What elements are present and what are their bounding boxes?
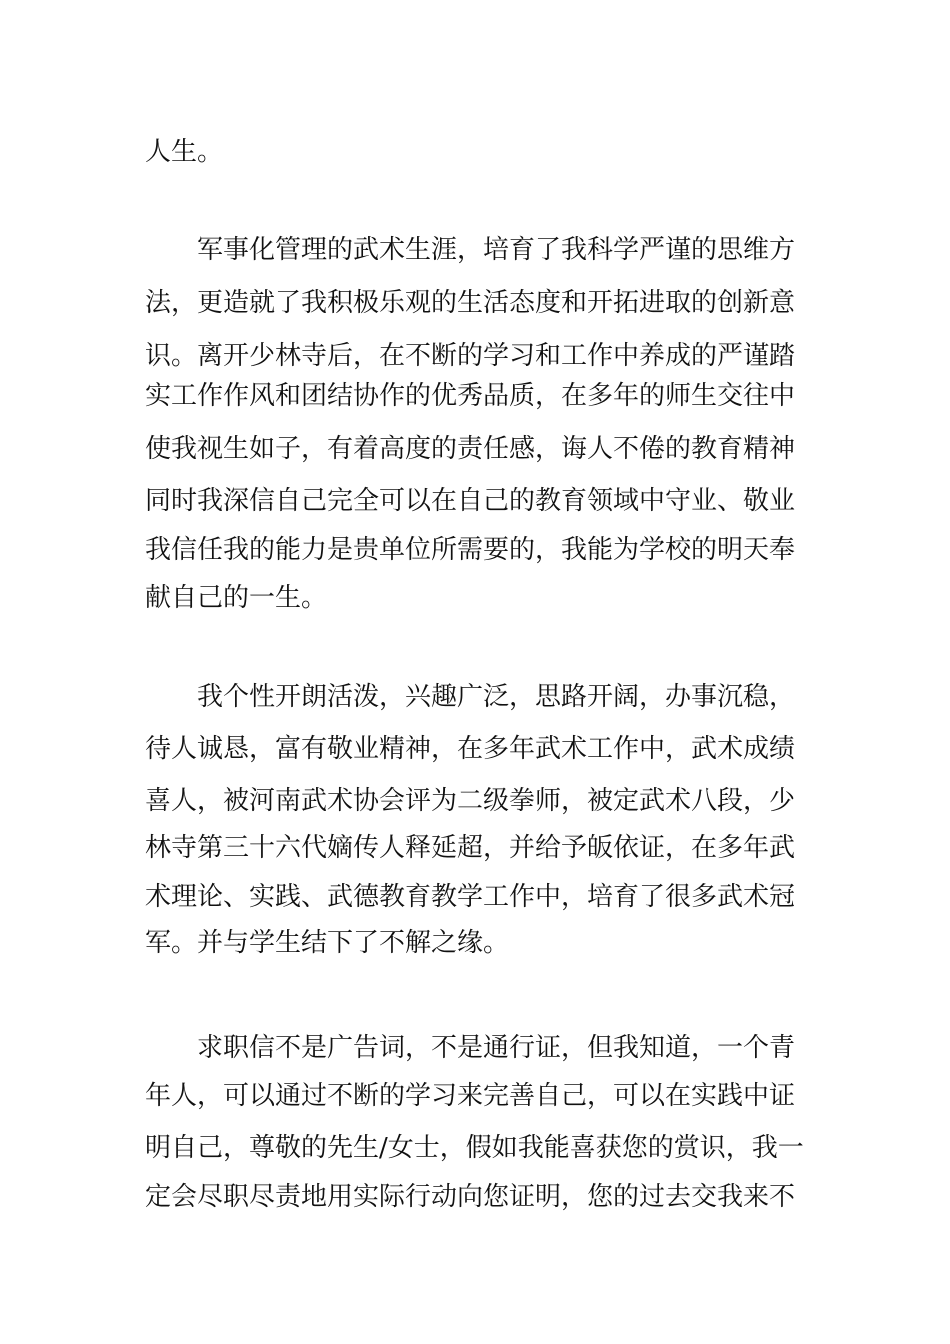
text-line: 识。离开少林寺后，在不断的学习和工作中养成的严谨踏 [145, 341, 796, 371]
text-line: 实工作作风和团结协作的优秀品质，在多年的师生交往中 [145, 381, 796, 411]
text-line: 法，更造就了我积极乐观的生活态度和开拓进取的创新意 [145, 288, 796, 318]
text-line: 军事化管理的武术生涯，培育了我科学严谨的思维方 [197, 235, 796, 265]
text-line: 定会尽职尽责地用实际行动向您证明，您的过去交我来不 [145, 1182, 796, 1212]
text-line: 使我视生如子，有着高度的责任感，诲人不倦的教育精神 [145, 434, 796, 464]
text-line: 人生。 [145, 137, 224, 167]
text-line: 我信任我的能力是贵单位所需要的，我能为学校的明天奉 [145, 535, 796, 565]
text-line: 待人诚恳，富有敬业精神，在多年武术工作中，武术成绩 [145, 734, 796, 764]
text-line: 求职信不是广告词，不是通行证，但我知道，一个青 [197, 1033, 796, 1063]
text-line: 林寺第三十六代嫡传人释延超，并给予皈依证，在多年武 [145, 833, 796, 863]
text-line: 军。并与学生结下了不解之缘。 [145, 928, 510, 958]
text-line: 术理论、实践、武德教育教学工作中，培育了很多武术冠 [145, 882, 796, 912]
text-line: 年人，可以通过不断的学习来完善自己，可以在实践中证 [145, 1081, 796, 1111]
text-line: 同时我深信自己完全可以在自己的教育领域中守业、敬业 [145, 486, 796, 516]
text-line: 献自己的一生。 [145, 583, 328, 613]
text-line: 我个性开朗活泼，兴趣广泛，思路开阔，办事沉稳， [197, 682, 796, 712]
text-line: 明自己，尊敬的先生/女士，假如我能喜获您的赏识，我一 [145, 1133, 804, 1163]
text-line: 喜人，被河南武术协会评为二级拳师，被定武术八段，少 [145, 786, 796, 816]
